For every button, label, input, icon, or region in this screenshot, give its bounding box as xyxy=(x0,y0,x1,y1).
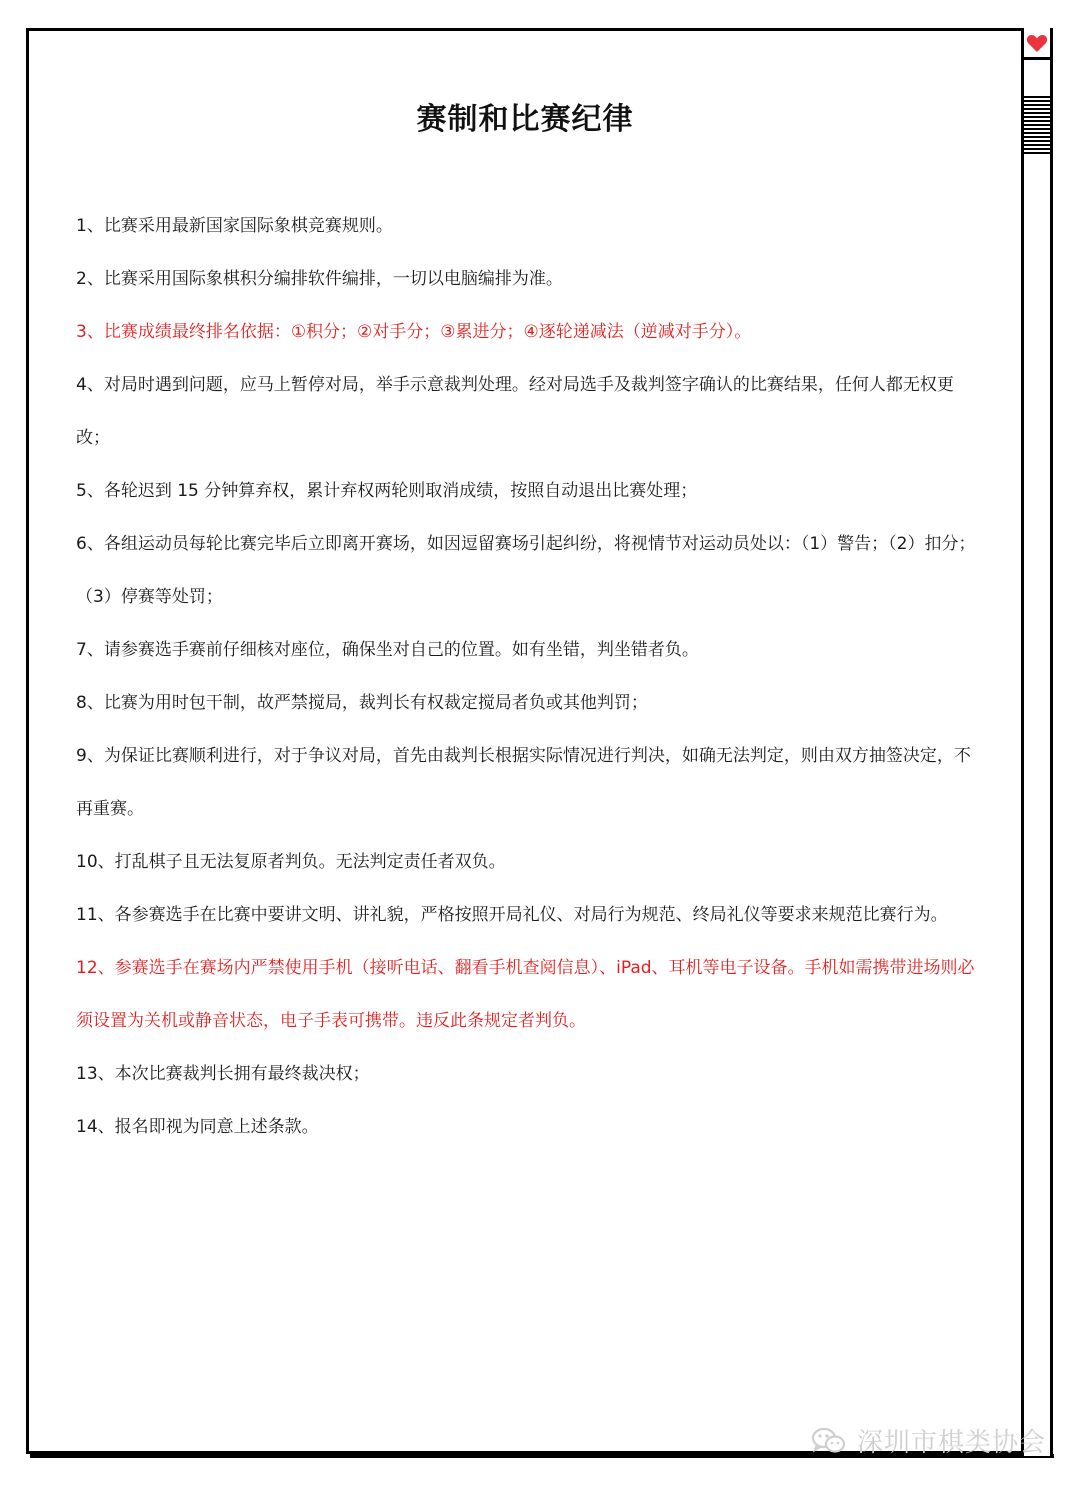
rules-list xyxy=(76,200,976,1154)
heart-box xyxy=(1024,28,1050,60)
rule-item: 8、比赛为用时包干制，故严禁搅局，裁判长有权裁定搅局者负或其他判罚； xyxy=(76,693,648,713)
wechat-icon xyxy=(811,1426,847,1456)
rule-item: 13、本次比赛裁判长拥有最终裁决权； xyxy=(76,1064,370,1084)
rule-item: 6、各组运动员每轮比赛完毕后立即离开赛场，如因逗留赛场引起纠纷，将视情节对运动员处以：（1）警告；（2）扣分；（3）停赛等处罚； xyxy=(76,534,976,607)
side-decoration-bar xyxy=(1021,28,1053,1456)
rule-item: 10、打乱棋子且无法复原者判负。无法判定责任者双负。 xyxy=(76,852,506,872)
page-title: 赛制和比赛纪律 xyxy=(416,102,634,137)
striped-decoration xyxy=(1024,96,1050,154)
watermark-text: 深圳市棋类协会 xyxy=(856,1428,1046,1458)
rule-item-highlight: 12、参赛选手在赛场内严禁使用手机（接听电话、翻看手机查阅信息）、iPad、耳机等电子设备。手机如需携带进场则必须设置为关机或静音状态，电子手表可携带。违反此条规定者判负。 xyxy=(76,958,975,1031)
rule-item: 9、为保证比赛顺利进行，对于争议对局，首先由裁判长根据实际情况进行判决，如确无法判定，则由双方抽签决定，不再重赛。 xyxy=(76,746,971,819)
rule-item: 5、各轮迟到 15 分钟算弃权，累计弃权两轮则取消成绩，按照自动退出比赛处理； xyxy=(76,481,698,501)
watermark xyxy=(811,1422,1046,1459)
rule-item: 14、报名即视为同意上述条款。 xyxy=(76,1117,319,1137)
rule-item: 2、比赛采用国际象棋积分编排软件编排，一切以电脑编排为准。 xyxy=(76,269,563,289)
rule-item: 4、对局时遇到问题，应马上暂停对局，举手示意裁判处理。经对局选手及裁判签字确认的比赛结果，任何人都无权更改； xyxy=(76,375,954,448)
rule-item: 1、比赛采用最新国家国际象棋竞赛规则。 xyxy=(76,216,393,236)
heart-icon xyxy=(1026,33,1048,53)
rule-item: 11、各参赛选手在比赛中要讲文明、讲礼貌，严格按照开局礼仪、对局行为规范、终局礼仪等要求来规范比赛行为。 xyxy=(76,905,948,925)
rule-item: 7、请参赛选手赛前仔细核对座位，确保坐对自己的位置。如有坐错，判坐错者负。 xyxy=(76,640,699,660)
rule-item-highlight: 3、比赛成绩最终排名依据：①积分；②对手分；③累进分；④逐轮递减法（逆减对手分）。 xyxy=(76,322,752,342)
